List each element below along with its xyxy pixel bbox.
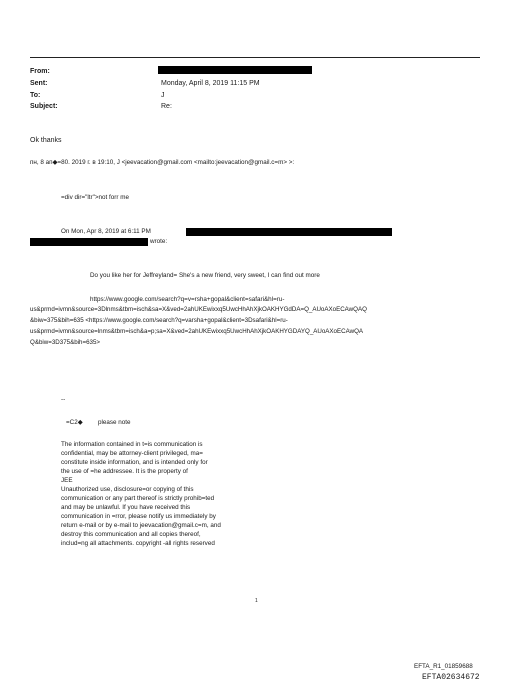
subject-label: Subject: — [30, 103, 58, 110]
url-line-5: Q&biw=3D375&bih=635> — [30, 339, 101, 346]
note-text: please note — [98, 419, 131, 426]
url-line-1: https://www.google.com/search?q=v=rsha+gopal&client=safari&hl=ru- — [90, 296, 285, 303]
question-text: Do you like her for Jeffreyland= She's a new friend, very sweet, I can find out more — [90, 272, 320, 279]
bates-number: EFTA02634672 — [422, 673, 480, 682]
subject-value: Re: — [161, 103, 172, 110]
div-line: =div dir="ltr">not forr me — [61, 194, 129, 201]
disclaimer-line: return e-mail or by e-mail to jeevacation@gmail.c=m, and — [61, 522, 221, 529]
disclaimer-line: Unauthorized use, disclosure=or copying of this — [61, 486, 194, 493]
disclaimer-line: JEE — [61, 477, 73, 484]
signature-dashes: -- — [61, 396, 66, 403]
from-label: From: — [30, 68, 50, 75]
sender-redaction-1 — [186, 228, 392, 236]
quote-header: пн, 8 ап◆=80. 2019 г. в 19:10, J <jeevacation@gmail.com <mailto:jeevacation@gmail.c=m> >: — [30, 159, 295, 166]
disclaimer-line: confidential, may be attorney-client privileged, ma= — [61, 450, 203, 457]
disclaimer-line: and may be unlawful. If you have received this — [61, 504, 191, 511]
to-label: To: — [30, 92, 41, 99]
disclaimer-block — [61, 440, 221, 548]
sender-redaction-2 — [30, 238, 148, 246]
sent-label: Sent: — [30, 80, 48, 87]
wrote-text: wrote: — [150, 238, 168, 245]
disclaimer-line: includ=ng all attachments. copyright -all rights reserved — [61, 540, 215, 547]
sent-value: Monday, April 8, 2019 11:15 PM — [161, 80, 260, 87]
disclaimer-line: destroy this communication and all copies thereof, — [61, 531, 201, 538]
url-line-4: us&prmd=ivmn&source=lnms&tbm=isch&a=p;sa=X&ved=2ahUKEwixxq5UwcHhAhXjkOAKHYGDAYQ_AUoAXoECAwQA — [30, 328, 364, 335]
on-line: On Mon, Apr 8, 2019 at 6:11 PM — [61, 228, 151, 235]
header-rule — [30, 57, 480, 58]
disclaimer-line: constitute inside information, and is intended only for — [61, 459, 208, 466]
disclaimer-line: the use of =he addressee. It is the property of — [61, 468, 188, 475]
note-prefix: =C2◆ — [66, 419, 83, 426]
from-redaction — [158, 66, 312, 74]
page-number: 1 — [255, 598, 258, 604]
control-id: EFTA_R1_01859688 — [414, 663, 473, 670]
disclaimer-line: communication in =rror, please notify us immediately by — [61, 513, 216, 520]
url-line-3: &biw=375&bih=635 <https://www.google.com/search?q=varsha+gopal&client=3Dsafari&hl=ru- — [30, 317, 288, 324]
url-line-2: us&prmd=ivmn&source=3Dlnms&tbm=isch&sa=X&ved=2ahUKEwixxq5UwcHhAhXjkOAKHYGdDA=Q_AUoAXoECAwQAQ — [30, 306, 367, 313]
to-value: J — [161, 92, 165, 99]
disclaimer-line: The information contained in t=is communication is — [61, 441, 203, 448]
reply-text: Ok thanks — [30, 137, 62, 144]
disclaimer-line: communication or any part thereof is strictly prohib=ted — [61, 495, 215, 502]
